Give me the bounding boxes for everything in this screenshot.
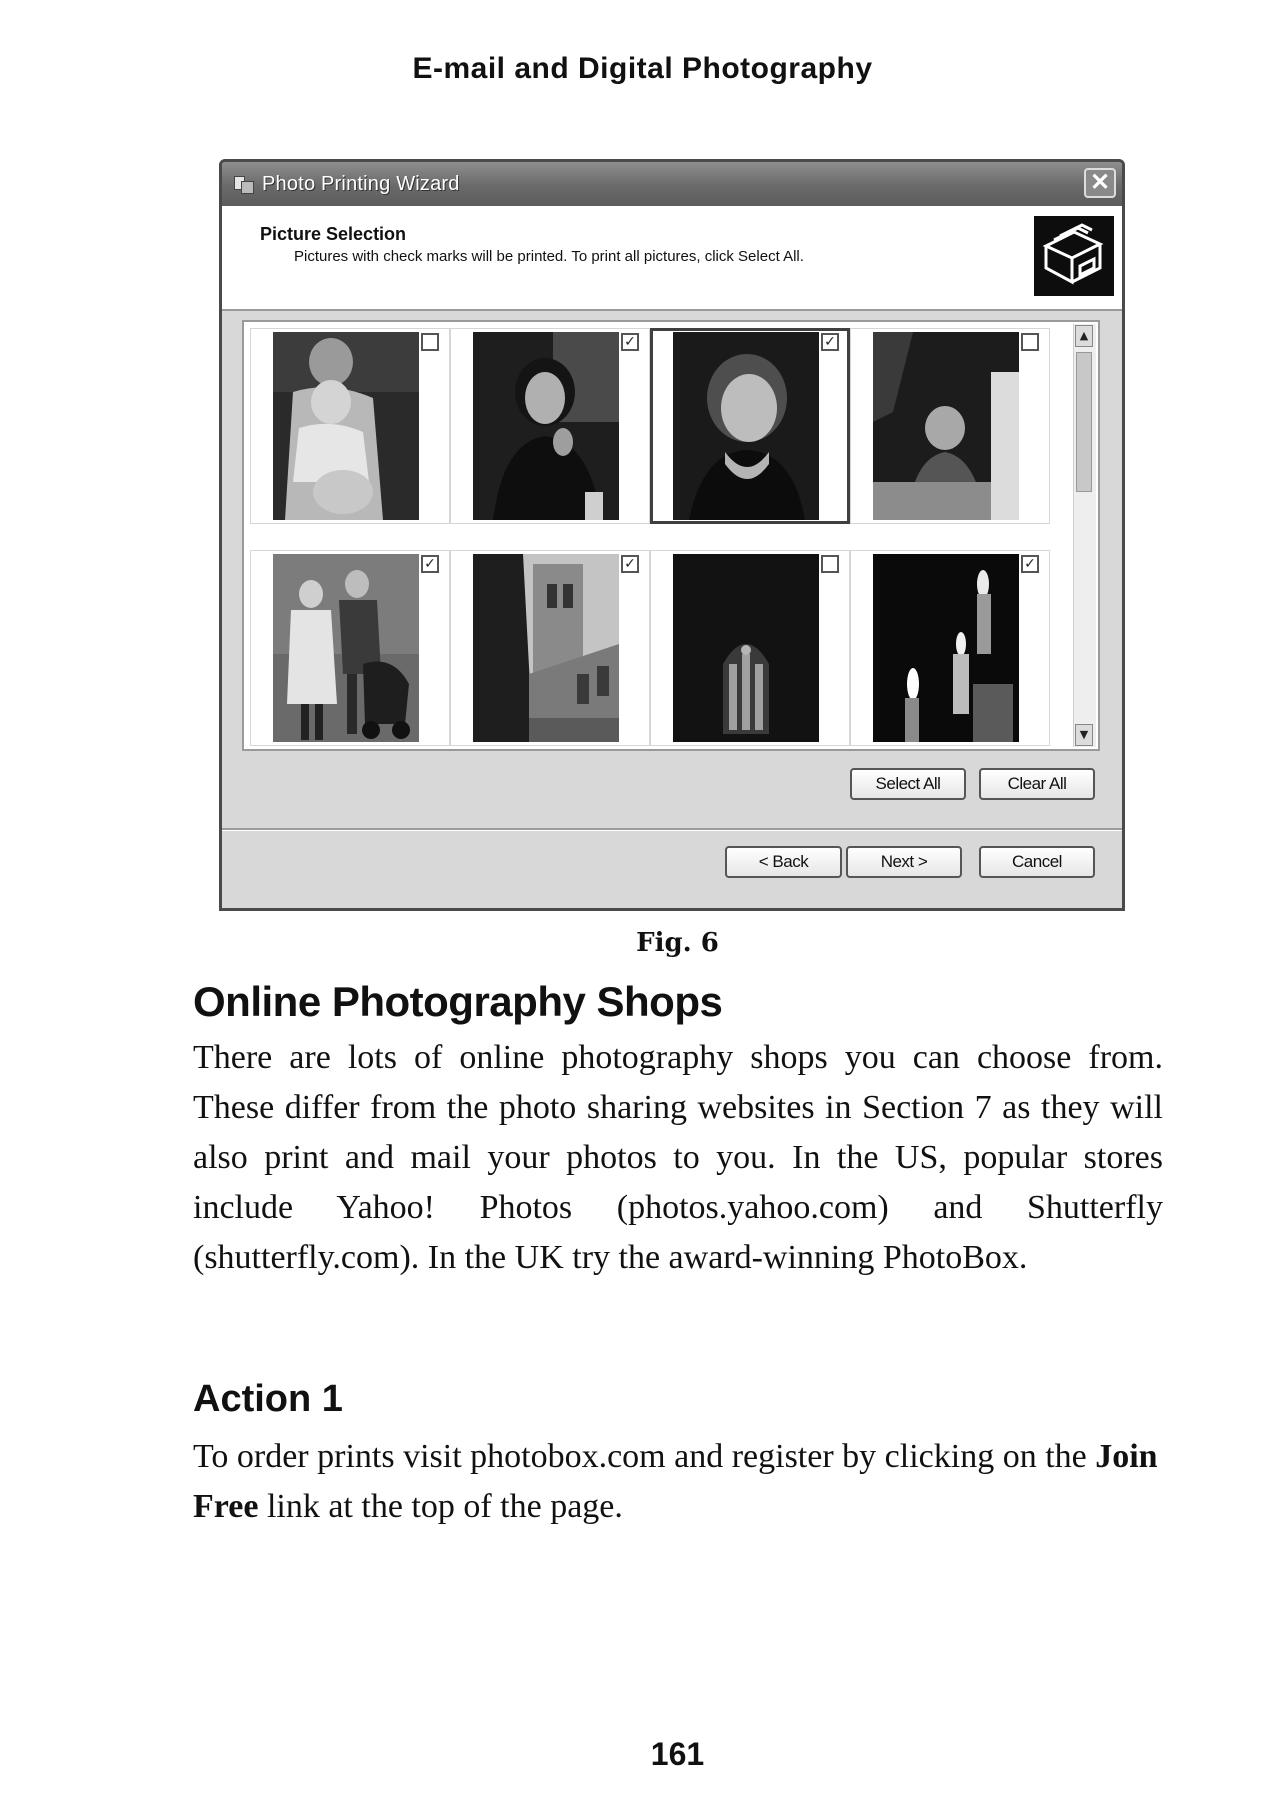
couple-with-pram-photo bbox=[273, 554, 419, 742]
select-all-button[interactable]: Select All bbox=[850, 768, 966, 800]
footer-separator bbox=[222, 828, 1122, 831]
church-exterior-photo bbox=[473, 554, 619, 742]
thumbnail-3[interactable] bbox=[650, 328, 850, 524]
figure-caption: Fig. 6 bbox=[636, 928, 719, 958]
back-button[interactable]: < Back bbox=[725, 846, 842, 878]
thumbnail-5-checkbox[interactable]: ✓ bbox=[421, 555, 439, 573]
printer-photos-icon bbox=[1034, 216, 1114, 296]
thumbnail-8-checkbox[interactable]: ✓ bbox=[1021, 555, 1039, 573]
step-title: Picture Selection bbox=[260, 224, 407, 244]
thumbnail-8[interactable] bbox=[850, 550, 1050, 746]
wizard-header bbox=[222, 206, 1122, 311]
next-button[interactable]: Next > bbox=[846, 846, 962, 878]
thumbnail-4-checkbox[interactable] bbox=[1021, 333, 1039, 351]
action-heading: Action 1 bbox=[193, 1378, 343, 1420]
page-number: 161 bbox=[650, 1736, 705, 1772]
boy-at-table-photo bbox=[873, 332, 1019, 520]
cancel-button[interactable]: Cancel bbox=[979, 846, 1095, 878]
title-bar bbox=[222, 162, 1122, 206]
thumbnail-grid bbox=[242, 320, 1100, 751]
close-icon[interactable]: ✕ bbox=[1084, 168, 1116, 198]
join-free-text: Join Free bbox=[193, 1438, 1158, 1525]
thumbnail-7[interactable] bbox=[650, 550, 850, 746]
thumbnail-4[interactable] bbox=[850, 328, 1050, 524]
thumbnail-1[interactable] bbox=[250, 328, 450, 524]
thumbnail-6[interactable] bbox=[450, 550, 650, 746]
thumbnail-scrollbar[interactable] bbox=[1073, 324, 1096, 747]
section-heading: Online Photography Shops bbox=[193, 978, 723, 1025]
action-text-after: link at the top of the page. bbox=[258, 1488, 623, 1525]
scroll-up-icon[interactable]: ▲ bbox=[1075, 325, 1093, 347]
step-description: Pictures with check marks will be printed. To print all pictures, click Select All. bbox=[294, 248, 804, 265]
thumbnail-2[interactable] bbox=[450, 328, 650, 524]
thumbnail-6-checkbox[interactable]: ✓ bbox=[621, 555, 639, 573]
photo-printing-wizard-window bbox=[219, 159, 1125, 911]
clear-all-button[interactable]: Clear All bbox=[979, 768, 1095, 800]
action-paragraph bbox=[193, 1432, 1163, 1532]
running-head: E-mail and Digital Photography bbox=[412, 52, 873, 85]
section-paragraph: There are lots of online photography shops you can choose from. These differ from the photo sharing websites in Section 7 as they will also print and mail your photos to you. In the US, popular stores include Yahoo! Photos (photos.yahoo.com) and Shutterfly (shutterfly.com). In the UK try the award-winning PhotoBox. bbox=[193, 1039, 1163, 1276]
thumbnail-1-checkbox[interactable] bbox=[421, 333, 439, 351]
man-and-child-photo bbox=[273, 332, 419, 520]
scroll-down-icon[interactable]: ▼ bbox=[1075, 724, 1093, 746]
thumbnail-3-checkbox[interactable]: ✓ bbox=[821, 333, 839, 351]
window-title: Photo Printing Wizard bbox=[262, 172, 460, 195]
thumbnail-2-checkbox[interactable]: ✓ bbox=[621, 333, 639, 351]
woman-on-phone-photo bbox=[473, 332, 619, 520]
smiling-woman-photo bbox=[673, 332, 819, 520]
scroll-thumb[interactable] bbox=[1076, 352, 1092, 492]
thumbnail-7-checkbox[interactable] bbox=[821, 555, 839, 573]
stained-glass-window-photo bbox=[673, 554, 819, 742]
thumbnail-5[interactable] bbox=[250, 550, 450, 746]
wizard-app-icon bbox=[232, 173, 254, 195]
action-text-before: To order prints visit photobox.com and register by clicking on the bbox=[193, 1438, 1096, 1475]
candles-photo bbox=[873, 554, 1019, 742]
